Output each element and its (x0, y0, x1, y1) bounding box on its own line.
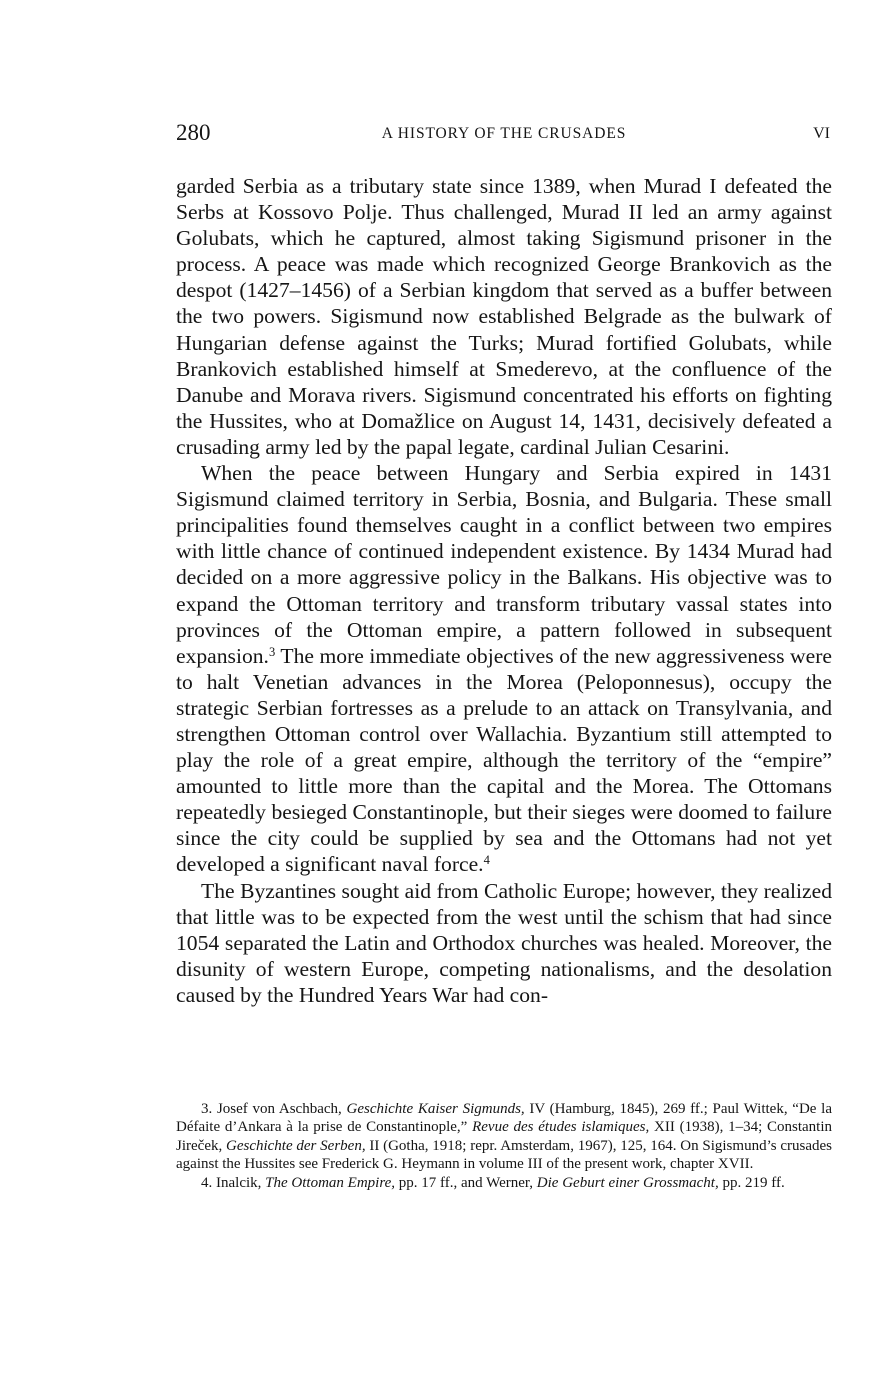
footnote-4 (176, 1174, 832, 1192)
footnote-3-text-1: 3. Josef von Aschbach, (201, 1101, 347, 1117)
footnote-4-title-2: Die Geburt einer Grossmacht, (536, 1174, 719, 1191)
footnotes (176, 1100, 832, 1192)
footnote-3 (176, 1100, 832, 1174)
footnote-4-title-1: The Ottoman Empire, (265, 1174, 396, 1191)
paragraph-2-part-b: The more immediate objectives of the new aggressiveness were to halt Venetian advances in the Morea (Peloponnesus), occupy the strategic Serbian fortresses as a prelude to an attack on Transylvania, and strengthen Ottoman control over Wallachia. Byzantium still attempted to play the role of a great empire, although the territory of the “empire” amounted to little more than the capital and the Morea. The Ottomans repeatedly besieged Constantinople, but their sieges were doomed to failure since the city could be supplied by sea and the Ottomans had not yet developed a significant naval force. (176, 643, 832, 877)
footnote-3-title-1: Geschichte Kaiser Sigmunds, (346, 1101, 525, 1117)
page-number: 280 (176, 120, 211, 145)
footnote-3-title-3: Geschichte der Serben, (226, 1137, 366, 1154)
footnote-ref-4: 4 (483, 853, 490, 868)
footnote-3-text-4: II (Gotha, 1918; repr. Amsterdam, 1967), 125, 164. On Sigismund’s crusades against the Hussites see Frederick G. Heymann in volume III of the present work, chapter XVII. (176, 1137, 832, 1173)
running-title: A HISTORY OF THE CRUSADES (381, 125, 627, 142)
footnote-4-text-1: 4. Inalcik, (201, 1174, 266, 1191)
footnote-3-title-2: Revue des études islamiques, (472, 1119, 650, 1136)
main-text (176, 173, 832, 1008)
section-number: VI (813, 125, 830, 142)
running-head (176, 120, 832, 150)
footnote-3-text-3: XII (1938), 1–34; Constantin Jireček, (176, 1119, 833, 1154)
paragraph-2 (176, 460, 832, 878)
footnote-ref-3: 3 (268, 644, 276, 659)
paragraph-3: The Byzantines sought aid from Catholic Europe; however, they realized that little was to be expected from the west until the schism that had since 1054 separated the Latin and Orthodox churches was healed. Moreover, the disunity of western Europe, competing nationalisms, and the desolation caused by the Hundred Years War had con- (176, 878, 832, 1007)
footnote-4-text-3: pp. 219 ff. (718, 1174, 785, 1191)
paragraph-2-part-a: When the peace between Hungary and Serbia expired in 1431 Sigismund claimed territory in Serbia, Bosnia, and Bulgaria. These small principalities found themselves caught in a conflict between two empires with little chance of continued independent existence. By 1434 Murad had decided on a more aggressive policy in the Balkans. His objective was to expand the Ottoman territory and transform tributary vassal states into provinces of the Ottoman empire, a pattern followed in subsequent expansion. (176, 461, 832, 668)
paragraph-1: garded Serbia as a tributary state since 1389, when Murad I defeated the Serbs at Kossovo Polje. Thus challenged, Murad II led an army against Golubats, which he captured, almost taking Sigismund prisoner in the process. A peace was made which recognized George Brankovich as the despot (1427–1456) of a Serbian kingdom that served as a buffer between the two powers. Sigismund now established Belgrade as the bulwark of Hungarian defense against the Turks; Murad fortified Golubats, while Brankovich established himself at Smederevo, at the confluence of the Danube and Morava rivers. Sigismund concentrated his efforts on fighting the Hussites, who at Domažlice on August 14, 1431, decisively defeated a crusading army led by the papal legate, cardinal Julian Cesarini. (176, 174, 832, 459)
footnote-4-text-2: pp. 17 ff., and Werner, (395, 1174, 537, 1191)
footnote-3-text-2: IV (Hamburg, 1845), 269 ff.; Paul Wittek, “De la Défaite d’Ankara à la prise de Constantinople,” (176, 1101, 832, 1136)
